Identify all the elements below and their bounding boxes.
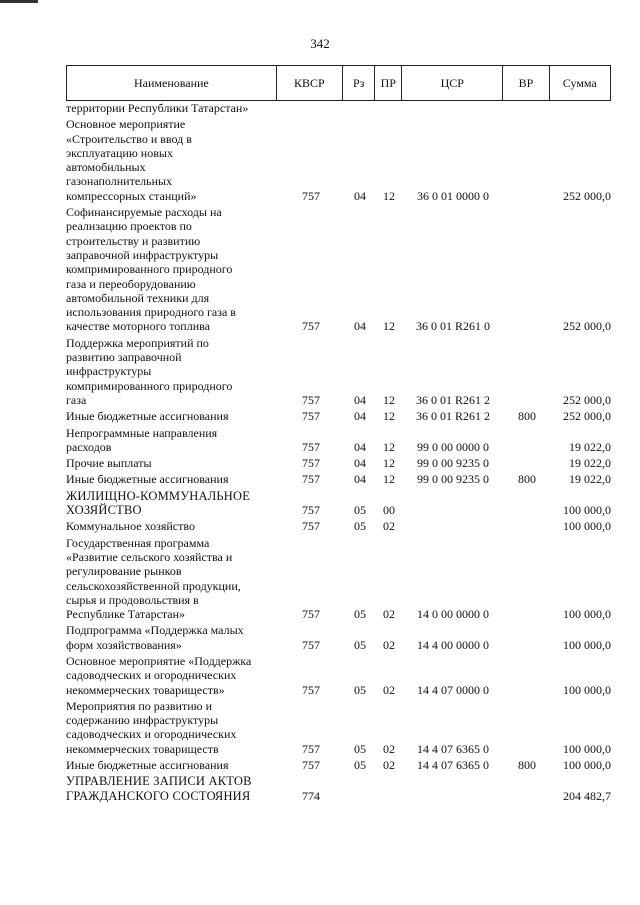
name-line: использования природного газа в — [66, 305, 236, 320]
header-pr: ПР — [375, 66, 402, 101]
kvsr-cell: 757 — [302, 472, 320, 487]
name-cell — [66, 536, 278, 622]
rz-cell: 05 — [354, 637, 366, 652]
name-line: Основное мероприятие — [66, 117, 186, 132]
name-line: Мероприятия по развитию и — [66, 698, 213, 713]
kvsr-cell: 757 — [302, 519, 320, 534]
pr-cell: 12 — [383, 456, 395, 471]
kvsr-cell — [278, 101, 344, 115]
sum-cell: 100 000,0 — [563, 503, 611, 518]
name-line: компрессорных станций» — [66, 188, 197, 203]
name-line: автомобильной техники для — [66, 290, 210, 305]
csr-cell — [402, 519, 504, 533]
table-row — [66, 472, 611, 486]
name-line: регулирование рынков — [66, 564, 182, 579]
csr-cell: 14 4 07 6365 0 — [417, 741, 489, 756]
table-row — [66, 101, 611, 115]
rz-cell: 04 — [354, 456, 366, 471]
name-line: «Строительство и ввод в — [66, 131, 192, 146]
csr-cell — [402, 101, 504, 115]
name-line: расходов — [66, 439, 112, 454]
pr-cell: 02 — [383, 682, 395, 697]
table-header — [66, 65, 611, 101]
vr-cell — [504, 426, 550, 455]
name-line: Подпрограмма «Поддержка малых — [66, 623, 244, 638]
name-cell — [66, 699, 278, 756]
csr-cell: 36 0 01 R261 2 — [415, 409, 490, 424]
rz-cell: 04 — [354, 319, 366, 334]
csr-cell: 14 4 07 6365 0 — [417, 758, 489, 773]
vr-cell — [504, 519, 550, 533]
budget-table — [66, 101, 611, 805]
csr-cell — [402, 774, 504, 803]
header-kvsr: КВСР — [276, 66, 342, 101]
name-cell — [66, 654, 278, 697]
name-line: некоммерческих товариществ — [66, 741, 219, 756]
vr-cell — [504, 101, 550, 115]
name-line: садоводческих и огороднических — [66, 727, 237, 742]
name-line: Иные бюджетные ассигнования — [66, 472, 229, 487]
table-row — [66, 699, 611, 756]
table-row — [66, 623, 611, 652]
name-line: инфраструктуры — [66, 364, 152, 379]
name-line: Коммунальное хозяйство — [66, 519, 195, 534]
name-line: компримированного природного — [66, 262, 233, 277]
rz-cell: 05 — [354, 519, 366, 534]
vr-cell — [504, 456, 550, 470]
csr-cell: 14 0 00 0000 0 — [417, 607, 489, 622]
name-line: некоммерческих товариществ» — [66, 682, 225, 697]
vr-cell: 800 — [518, 409, 536, 424]
rz-cell: 05 — [354, 607, 366, 622]
csr-cell: 99 0 00 9235 0 — [417, 472, 489, 487]
sum-cell: 100 000,0 — [563, 607, 611, 622]
pr-cell: 12 — [383, 472, 395, 487]
pr-cell: 12 — [383, 439, 395, 454]
name-line: сырья и продовольствия в — [66, 592, 199, 607]
name-line: садоводческих и огороднических — [66, 668, 237, 683]
name-line: эксплуатацию новых — [66, 145, 173, 160]
kvsr-cell: 757 — [302, 439, 320, 454]
name-line: строительству и развитию — [66, 233, 201, 248]
name-line: ЖИЛИЩНО-КОММУНАЛЬНОЕ — [66, 488, 251, 503]
vr-cell — [504, 654, 550, 697]
kvsr-cell: 757 — [302, 188, 320, 203]
name-line: качестве моторного топлива — [66, 319, 210, 334]
vr-cell — [504, 336, 550, 407]
pr-cell: 00 — [383, 503, 395, 518]
name-cell — [66, 426, 278, 455]
table-row — [66, 336, 611, 407]
name-cell — [66, 117, 278, 203]
rz-cell: 04 — [354, 188, 366, 203]
name-line: реализацию проектов по — [66, 219, 192, 234]
name-line: УПРАВЛЕНИЕ ЗАПИСИ АКТОВ — [66, 774, 252, 789]
header-sum: Сумма — [549, 66, 610, 101]
sum-cell — [550, 101, 611, 115]
name-line: развитию заправочной — [66, 350, 182, 365]
vr-cell — [504, 489, 550, 518]
name-line: Государственная программа — [66, 535, 210, 550]
table-row — [66, 654, 611, 697]
rz-cell: 05 — [354, 741, 366, 756]
rz-cell — [344, 101, 376, 115]
pr-cell — [376, 101, 402, 115]
kvsr-cell: 757 — [302, 319, 320, 334]
row-gap — [66, 803, 611, 805]
name-line: Иные бюджетные ассигнования — [66, 409, 229, 424]
rz-cell: 05 — [354, 758, 366, 773]
header-csr: ЦСР — [402, 66, 503, 101]
csr-cell: 36 0 01 0000 0 — [417, 188, 489, 203]
name-cell — [66, 774, 278, 803]
name-line: Софинансируемые расходы на — [66, 205, 222, 220]
scan-mark — [0, 0, 38, 3]
kvsr-cell: 757 — [302, 607, 320, 622]
sum-cell: 204 482,7 — [563, 788, 611, 803]
name-line: Прочие выплаты — [66, 456, 152, 471]
name-cell — [66, 336, 278, 407]
kvsr-cell: 757 — [302, 637, 320, 652]
name-cell — [66, 205, 278, 334]
vr-cell: 800 — [518, 472, 536, 487]
csr-cell: 99 0 00 0000 0 — [417, 439, 489, 454]
table-row — [66, 536, 611, 622]
name-cell — [66, 519, 278, 533]
csr-cell: 14 4 07 0000 0 — [417, 682, 489, 697]
table-row — [66, 758, 611, 772]
name-line: Непрограммные направления — [66, 425, 218, 440]
name-cell — [66, 101, 278, 115]
vr-cell — [504, 536, 550, 622]
kvsr-cell: 774 — [302, 788, 320, 803]
sum-cell: 252 000,0 — [563, 319, 611, 334]
name-line: ГРАЖДАНСКОГО СОСТОЯНИЯ — [66, 788, 251, 803]
name-cell — [66, 409, 278, 423]
csr-cell: 36 0 01 R261 2 — [415, 392, 490, 407]
kvsr-cell: 757 — [302, 409, 320, 424]
table-row — [66, 774, 611, 803]
header-name: Наименование — [67, 66, 277, 101]
sum-cell: 100 000,0 — [563, 758, 611, 773]
name-line: территории Республики Татарстан» — [66, 101, 249, 115]
pr-cell: 12 — [383, 188, 395, 203]
header-vr: ВР — [503, 66, 549, 101]
pr-cell: 02 — [383, 519, 395, 534]
kvsr-cell: 757 — [302, 392, 320, 407]
table-row — [66, 117, 611, 203]
rz-cell: 04 — [354, 409, 366, 424]
vr-cell — [504, 205, 550, 334]
name-cell — [66, 758, 278, 772]
table-row — [66, 205, 611, 334]
table-body — [66, 101, 611, 805]
vr-cell — [504, 117, 550, 203]
name-line: ХОЗЯЙСТВО — [66, 503, 142, 518]
pr-cell: 12 — [383, 392, 395, 407]
csr-cell — [402, 489, 504, 518]
pr-cell: 02 — [383, 637, 395, 652]
sum-cell: 19 022,0 — [569, 472, 611, 487]
pr-cell — [376, 774, 402, 803]
sum-cell: 252 000,0 — [563, 392, 611, 407]
kvsr-cell: 757 — [302, 456, 320, 471]
kvsr-cell: 757 — [302, 682, 320, 697]
vr-cell — [504, 774, 550, 803]
table-row — [66, 519, 611, 533]
name-cell — [66, 456, 278, 470]
sum-cell: 19 022,0 — [569, 439, 611, 454]
kvsr-cell: 757 — [302, 758, 320, 773]
sum-cell: 100 000,0 — [563, 682, 611, 697]
table-row — [66, 426, 611, 455]
name-line: Основное мероприятие «Поддержка — [66, 653, 252, 668]
vr-cell — [504, 623, 550, 652]
rz-cell — [344, 774, 376, 803]
name-line: Поддержка мероприятий по — [66, 335, 209, 350]
kvsr-cell: 757 — [302, 503, 320, 518]
sum-cell: 252 000,0 — [563, 188, 611, 203]
page-number: 342 — [310, 36, 330, 51]
kvsr-cell: 757 — [302, 741, 320, 756]
name-line: форм хозяйствования» — [66, 637, 182, 652]
name-line: газа и переоборудованию — [66, 276, 196, 291]
name-line: содержанию инфраструктуры — [66, 713, 219, 728]
sum-cell: 19 022,0 — [569, 456, 611, 471]
rz-cell: 04 — [354, 439, 366, 454]
rz-cell: 05 — [354, 682, 366, 697]
rz-cell: 04 — [354, 392, 366, 407]
rz-cell: 04 — [354, 472, 366, 487]
name-line: компримированного природного — [66, 378, 233, 393]
name-line: автомобильных — [66, 160, 146, 175]
vr-cell — [504, 699, 550, 756]
pr-cell: 12 — [383, 409, 395, 424]
name-line: газа — [66, 392, 87, 407]
name-cell — [66, 472, 278, 486]
sum-cell: 100 000,0 — [563, 741, 611, 756]
csr-cell: 14 4 00 0000 0 — [417, 637, 489, 652]
pr-cell: 02 — [383, 741, 395, 756]
name-cell — [66, 623, 278, 652]
name-cell — [66, 489, 278, 518]
csr-cell: 99 0 00 9235 0 — [417, 456, 489, 471]
csr-cell: 36 0 01 R261 0 — [415, 319, 490, 334]
name-line: заправочной инфраструктуры — [66, 247, 219, 262]
vr-cell: 800 — [518, 758, 536, 773]
sum-cell: 252 000,0 — [563, 409, 611, 424]
table-row — [66, 409, 611, 423]
pr-cell: 12 — [383, 319, 395, 334]
name-line: Республике Татарстан» — [66, 607, 186, 622]
name-line: Иные бюджетные ассигнования — [66, 758, 229, 773]
sum-cell: 100 000,0 — [563, 637, 611, 652]
header-rz: Рз — [342, 66, 375, 101]
table-row — [66, 489, 611, 518]
pr-cell: 02 — [383, 758, 395, 773]
sum-cell: 100 000,0 — [563, 519, 611, 534]
name-line: газонаполнительных — [66, 174, 173, 189]
name-line: «Развитие сельского хозяйства и — [66, 549, 233, 564]
pr-cell: 02 — [383, 607, 395, 622]
name-line: сельскохозяйственной продукции, — [66, 578, 241, 593]
rz-cell: 05 — [354, 503, 366, 518]
table-row — [66, 456, 611, 470]
